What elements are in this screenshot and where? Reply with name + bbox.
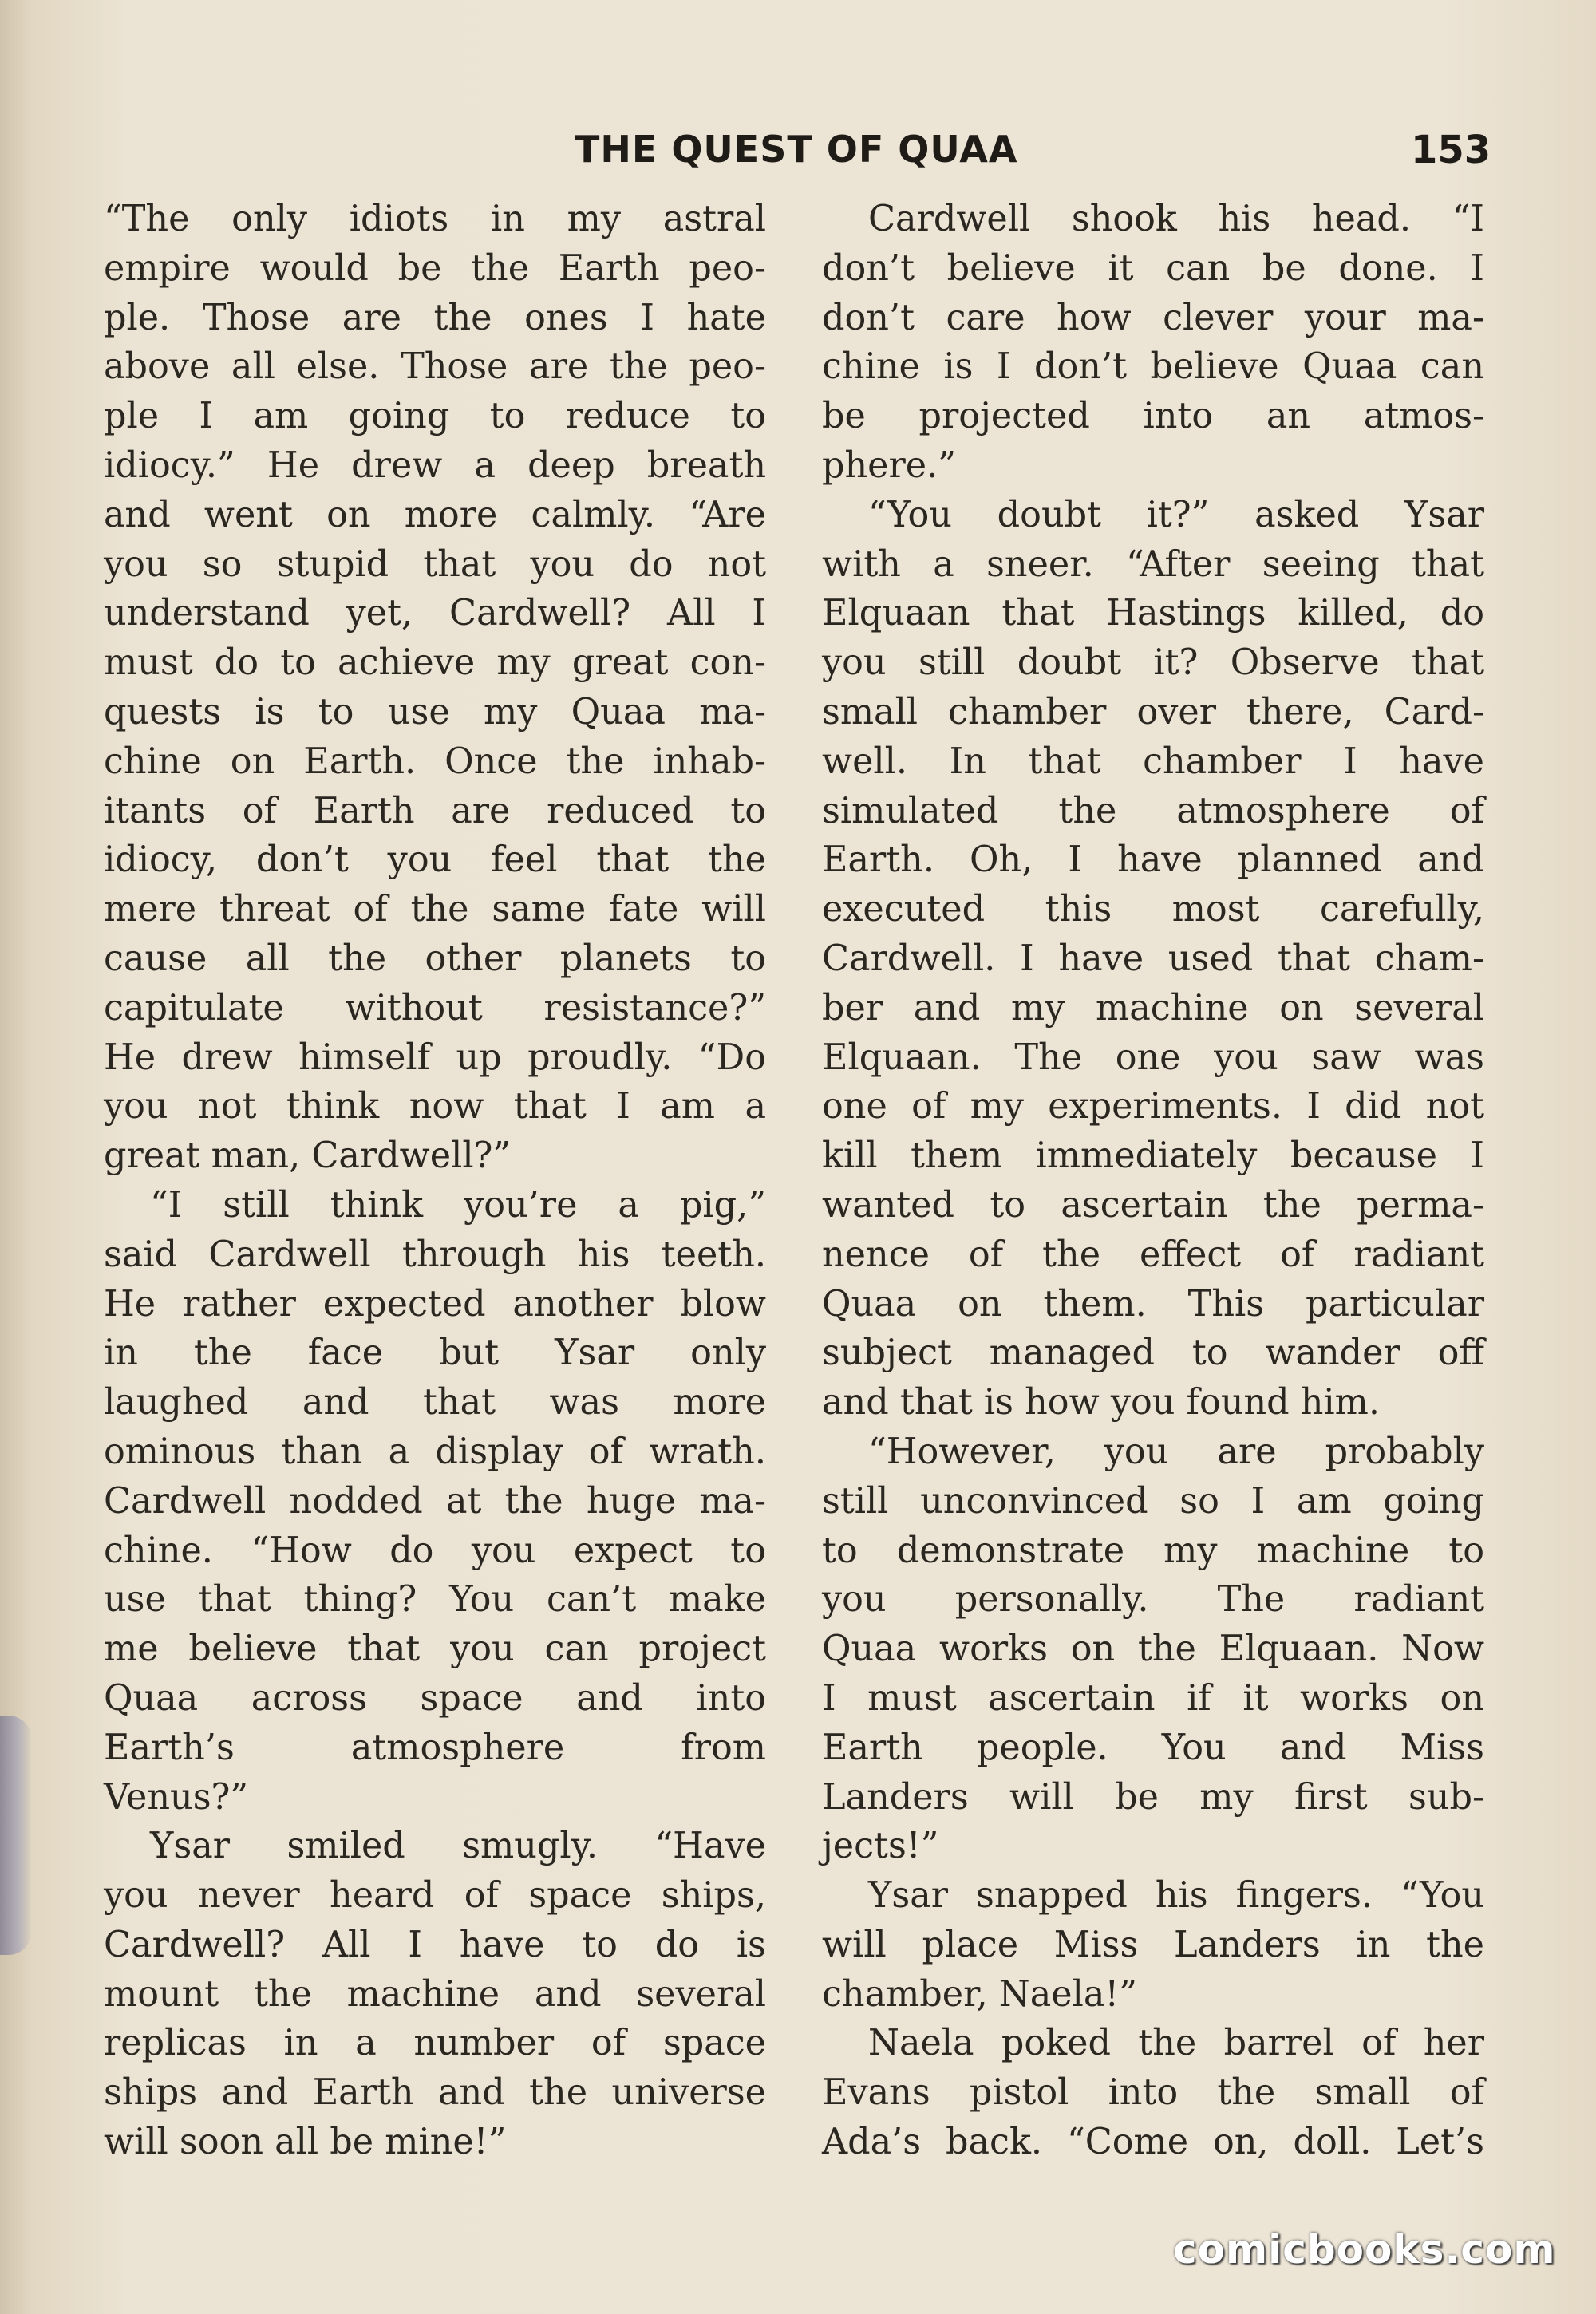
text-line: empire would be the Earth peo-: [104, 247, 766, 289]
text-line: I must ascertain if it works on: [822, 1677, 1484, 1719]
text-line: cause all the other planets to: [104, 938, 766, 979]
text-line: Cardwell nodded at the huge ma-: [104, 1480, 766, 1522]
text-line: chine. “How do you expect to: [104, 1530, 766, 1571]
text-line: will place Miss Landers in the: [822, 1924, 1484, 1965]
text-line: executed this most carefully,: [822, 889, 1484, 930]
text-line: Venus?”: [104, 1776, 249, 1818]
text-line: chamber, Naela!”: [822, 1973, 1138, 2015]
text-line: well. In that chamber I have: [822, 740, 1484, 782]
text-line: Cardwell? All I have to do is: [104, 1924, 766, 1965]
text-line: “You doubt it?” asked Ysar: [868, 494, 1484, 535]
text-line: you so stupid that you do not: [104, 543, 766, 585]
text-line: you still doubt it? Observe that: [822, 642, 1484, 684]
text-line: quests is to use my Quaa ma-: [104, 691, 766, 733]
text-line: Landers will be my first sub-: [822, 1776, 1484, 1818]
text-line: in the face but Ysar only: [104, 1333, 766, 1374]
text-line: understand yet, Cardwell? All I: [104, 593, 766, 634]
text-line: simulated the atmosphere of: [822, 790, 1484, 831]
text-line: He drew himself up proudly. “Do: [104, 1037, 766, 1078]
left-text-column: [104, 195, 766, 2167]
text-line: Ysar smiled smugly. “Have: [150, 1826, 766, 1867]
binding-shadow: [0, 1716, 32, 1955]
text-line: Quaa on them. This particular: [822, 1283, 1484, 1325]
text-line: me believe that you can project: [104, 1629, 766, 1670]
running-title: THE QUEST OF QUAA: [575, 128, 1018, 171]
page-number: 153: [1411, 128, 1491, 172]
text-line: still unconvinced so I am going: [822, 1480, 1484, 1522]
text-line: idiocy, don’t you feel that the: [104, 839, 766, 881]
text-line: great man, Cardwell?”: [104, 1135, 512, 1177]
text-line: “I still think you’re a pig,”: [150, 1184, 766, 1226]
text-line: Evans pistol into the small of: [822, 2072, 1484, 2114]
text-line: chine on Earth. Once the inhab-: [104, 740, 766, 782]
text-line: don’t believe it can be done. I: [822, 247, 1484, 289]
text-line: “However, you are probably: [868, 1431, 1484, 1472]
text-line: idiocy.” He drew a deep breath: [104, 444, 766, 486]
text-line: He rather expected another blow: [104, 1283, 766, 1325]
running-header: [0, 128, 1596, 176]
text-line: ber and my machine on several: [822, 987, 1484, 1029]
text-line: wanted to ascertain the perma-: [822, 1184, 1484, 1226]
text-line: will soon all be mine!”: [104, 2122, 507, 2163]
text-line: Elquaan that Hastings killed, do: [822, 593, 1484, 634]
watermark: comicbooks.com: [1173, 2226, 1556, 2273]
text-line: subject managed to wander off: [822, 1333, 1484, 1374]
text-line: small chamber over there, Card-: [822, 691, 1484, 733]
text-line: and that is how you found him.: [822, 1382, 1381, 1424]
text-line: Naela poked the barrel of her: [868, 2023, 1484, 2064]
text-line: Earth’s atmosphere from: [104, 1727, 766, 1768]
text-line: nence of the effect of radiant: [822, 1234, 1484, 1275]
text-line: laughed and that was more: [104, 1382, 766, 1424]
text-line: you never heard of space ships,: [104, 1875, 766, 1917]
text-line: use that thing? You can’t make: [104, 1579, 766, 1621]
text-line: above all else. Those are the peo-: [104, 346, 766, 388]
text-line: Ysar snapped his fingers. “You: [868, 1875, 1484, 1917]
text-line: you not think now that I am a: [104, 1086, 766, 1127]
text-line: must do to achieve my great con-: [104, 642, 766, 684]
text-line: kill them immediately because I: [822, 1135, 1484, 1177]
text-line: said Cardwell through his teeth.: [104, 1234, 766, 1275]
text-line: ominous than a display of wrath.: [104, 1431, 766, 1472]
text-line: chine is I don’t believe Quaa can: [822, 346, 1484, 388]
text-line: Quaa across space and into: [104, 1677, 766, 1719]
text-line: Earth. Oh, I have planned and: [822, 839, 1484, 881]
text-line: you personally. The radiant: [822, 1579, 1484, 1621]
text-line: replicas in a number of space: [104, 2023, 766, 2064]
text-line: and went on more calmly. “Are: [104, 494, 766, 535]
text-line: mount the machine and several: [104, 1973, 766, 2015]
text-line: “The only idiots in my astral: [104, 199, 766, 239]
text-line: to demonstrate my machine to: [822, 1530, 1484, 1571]
right-text-column: [822, 195, 1484, 2167]
text-line: capitulate without resistance?”: [104, 987, 766, 1029]
text-line: with a sneer. “After seeing that: [822, 543, 1484, 585]
text-line: Elquaan. The one you saw was: [822, 1037, 1484, 1078]
text-line: Cardwell. I have used that cham-: [822, 938, 1484, 979]
text-line: Cardwell shook his head. “I: [868, 199, 1484, 239]
text-line: mere threat of the same fate will: [104, 889, 766, 930]
text-line: Earth people. You and Miss: [822, 1727, 1484, 1768]
text-line: Ada’s back. “Come on, doll. Let’s: [822, 2122, 1484, 2163]
text-line: phere.”: [822, 444, 956, 486]
text-line: ple. Those are the ones I hate: [104, 297, 766, 338]
text-line: itants of Earth are reduced to: [104, 790, 766, 831]
text-line: ships and Earth and the universe: [104, 2072, 766, 2114]
text-line: one of my experiments. I did not: [822, 1086, 1484, 1127]
text-line: don’t care how clever your ma-: [822, 297, 1484, 338]
text-line: ple I am going to reduce to: [104, 396, 766, 437]
text-line: jects!”: [822, 1826, 939, 1867]
text-line: be projected into an atmos-: [822, 396, 1484, 437]
text-line: Quaa works on the Elquaan. Now: [822, 1629, 1484, 1670]
